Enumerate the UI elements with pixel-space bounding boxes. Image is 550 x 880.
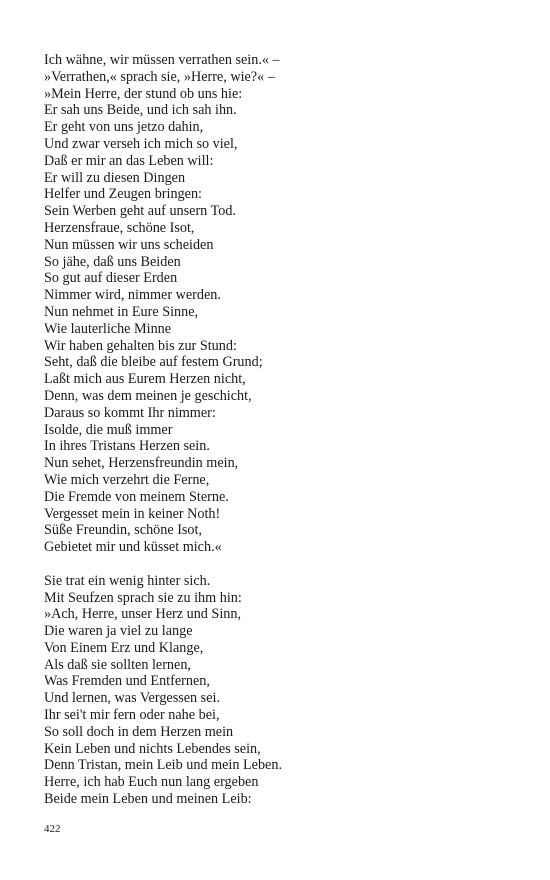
verse-line: Sie trat ein wenig hinter sich. (44, 572, 211, 589)
verse-line: »Ach, Herre, unser Herz und Sinn, (44, 606, 241, 623)
verse-line: Herre, ich hab Euch nun lang ergeben (44, 774, 259, 791)
verse-line: Laßt mich aus Eurem Herzen nicht, (44, 371, 246, 388)
verse-line: Kein Leben und nichts Lebendes sein, (44, 740, 261, 757)
verse-line: Isolde, die muß immer (44, 421, 173, 438)
verse-line: In ihres Tristans Herzen sein. (44, 438, 210, 455)
verse-line: Denn Tristan, mein Leib und mein Leben. (44, 757, 283, 774)
verse-line: Nun müssen wir uns scheiden (44, 236, 214, 253)
poem-body (44, 52, 524, 808)
verse-line: Von Einem Erz und Klange, (44, 639, 204, 656)
verse-line: Vergesset mein in keiner Noth! (44, 505, 221, 522)
verse-line: Er sah uns Beide, und ich sah ihn. (44, 102, 237, 119)
verse-line: Süße Freundin, schöne Isot, (44, 522, 203, 539)
verse-line: Gebietet mir und küsset mich.« (44, 539, 222, 556)
verse-line: Sein Werben geht auf unsern Tod. (44, 203, 236, 220)
stanza (44, 573, 524, 808)
verse-line: Wir haben gehalten bis zur Stund: (44, 337, 237, 354)
verse-line: Ihr sei't mir fern oder nahe bei, (44, 707, 220, 724)
verse-line: Herzensfraue, schöne Isot, (44, 219, 195, 236)
verse-line: Was Fremden und Entfernen, (44, 673, 210, 690)
verse-line: Die waren ja viel zu lange (44, 623, 193, 640)
verse-line: Denn, was dem meinen je geschicht, (44, 387, 252, 404)
verse-line: Und zwar verseh ich mich so viel, (44, 135, 238, 152)
verse-line: So jähe, daß uns Beiden (44, 253, 181, 270)
verse-line: Er geht von uns jetzo dahin, (44, 119, 204, 136)
verse-line: Und lernen, was Vergessen sei. (44, 690, 220, 707)
verse-line: »Verrathen,« sprach sie, »Herre, wie?« – (44, 68, 275, 85)
verse-line: Nun nehmet in Eure Sinne, (44, 303, 199, 320)
verse-line: Als daß sie sollten lernen, (44, 656, 191, 673)
verse-line: Helfer und Zeugen bringen: (44, 186, 202, 203)
verse-line: Daraus so kommt Ihr nimmer: (44, 404, 216, 421)
stanza (44, 52, 524, 556)
verse-line: Er will zu diesen Dingen (44, 169, 186, 186)
verse-line: So gut auf dieser Erden (44, 270, 178, 287)
verse-line: So soll doch in dem Herzen mein (44, 723, 234, 740)
verse-line: Seht, daß die bleibe auf festem Grund; (44, 354, 263, 371)
verse-line: Wie lauterliche Minne (44, 320, 172, 337)
verse-line: Mit Seufzen sprach sie zu ihm hin: (44, 589, 242, 606)
page-number: 422 (44, 823, 61, 835)
verse-line: Daß er mir an das Leben will: (44, 152, 214, 169)
verse-line: Die Fremde von meinem Sterne. (44, 488, 229, 505)
verse-line: Wie mich verzehrt die Ferne, (44, 471, 210, 488)
verse-line: »Mein Herre, der stund ob uns hie: (44, 85, 243, 102)
verse-line: Ich wähne, wir müssen verrathen sein.« – (44, 52, 280, 68)
verse-line: Nimmer wird, nimmer werden. (44, 287, 221, 304)
verse-line: Beide mein Leben und meinen Leib: (44, 791, 252, 808)
verse-line: Nun sehet, Herzensfreundin mein, (44, 455, 239, 472)
